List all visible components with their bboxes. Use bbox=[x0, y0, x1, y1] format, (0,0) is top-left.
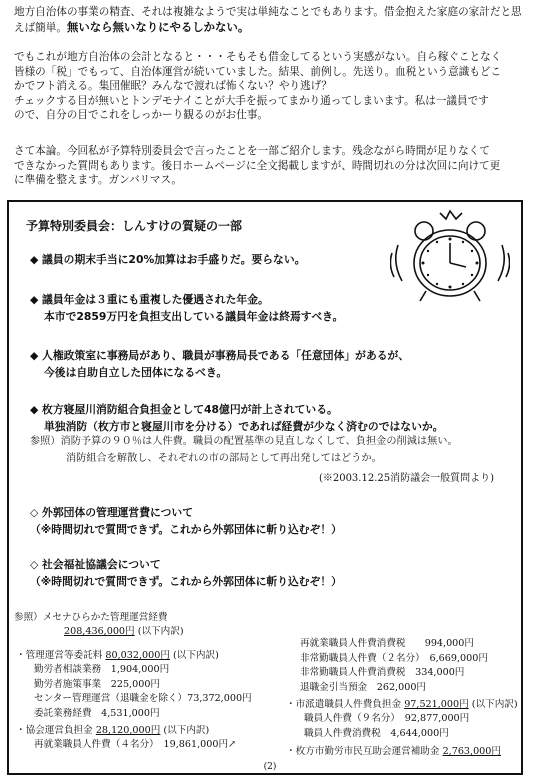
question-subline: （※時間切れで質問できず。これから外郭団体に斬り込むぞ！） bbox=[30, 522, 342, 536]
breakdown-row: 非常勤職員人件費消費税 334,000円 bbox=[300, 667, 465, 678]
dispatch-note: (以下内訳) bbox=[471, 699, 518, 710]
question-subline: 単独消防（枚方市と寝屋川市を分ける）であれば経費が少なく済むのではないか。 bbox=[44, 419, 444, 433]
question-item bbox=[30, 348, 409, 381]
intro-line: でもこれが地方自治体の会計となると・・・そもそも借金してるという実感がない。自ら稼ぐことなく bbox=[14, 51, 502, 63]
dispatch-label: ・市派遣職員人件費負担金 bbox=[286, 699, 402, 710]
finance-total bbox=[64, 625, 184, 640]
mgmt-breakdown bbox=[34, 663, 252, 721]
question-line: ◆ 人権政策室に事務局があり、職員が事務局長である「任意団体」があるが、 bbox=[30, 349, 410, 362]
breakdown-row: 再就業職員人件費消費税 994,000円 bbox=[300, 638, 474, 649]
total-note: (以下内訳) bbox=[137, 626, 184, 637]
mgmt-amount: 80,032,000円 bbox=[105, 650, 170, 661]
alarm-clock-icon bbox=[390, 205, 510, 310]
breakdown-row: センター管理運営（退職金を除く）73,372,000円 bbox=[34, 693, 252, 704]
question-line: ◆ 枚方寝屋川消防組合負担金として48億円が計上されている。 bbox=[30, 403, 338, 416]
note-line: 参照）消防予算の９０％は人件費。職員の配置基準の見直しなくして、負担金の削減は無い。 bbox=[30, 436, 458, 447]
assoc-amount: 28,120,000円 bbox=[95, 725, 161, 736]
question-item bbox=[30, 557, 342, 590]
mutual-aid-fee bbox=[286, 745, 501, 760]
breakdown-row: 勤労者相談業務 1,904,000円 bbox=[34, 664, 170, 675]
breakdown-row: 職員人件費（９名分） 92,877,000円 bbox=[304, 713, 470, 724]
intro-paragraph-3 bbox=[14, 144, 528, 188]
reference-note bbox=[30, 433, 458, 467]
question-item bbox=[30, 505, 342, 538]
assoc-note: (以下内訳) bbox=[163, 725, 210, 736]
intro-paragraph-1 bbox=[14, 5, 528, 35]
intro-paragraph-2 bbox=[14, 50, 528, 123]
dispatch-breakdown bbox=[304, 712, 469, 741]
note-line: 消防組合を解散し、それぞれの市の部局として再出発してはどうか。 bbox=[66, 453, 382, 464]
question-line: ◆ 議員年金は３重にも重複した優遇された年金。 bbox=[30, 293, 269, 306]
question-item bbox=[30, 402, 443, 435]
citation: (※2003.12.25消防議会一般質問より) bbox=[318, 473, 494, 484]
assoc-breakdown: 再就業職員人件費（４名分） 19,861,000円↗ bbox=[34, 739, 237, 750]
dispatch-amount: 97,521,000円 bbox=[404, 699, 469, 710]
intro-line: かでフト消える。集団催眠？みんなで渡れば怖くない？やり逃げ？ bbox=[14, 80, 332, 93]
page-number: (2) bbox=[263, 762, 277, 772]
total-amount: 208,436,000円 bbox=[64, 626, 135, 637]
intro-line: さて本論。今回私が予算特別委員会で言ったことを一部ご紹介します。残念ながら時間が足りなくて bbox=[14, 145, 490, 157]
question-line: ◇ 外郭団体の管理運営費について bbox=[30, 506, 194, 519]
question-item bbox=[30, 252, 305, 269]
intro-emphasis: 無いなら無いなりにやるしかない。 bbox=[66, 19, 250, 34]
question-line: ◇ 社会福祉協議会について bbox=[30, 558, 161, 571]
assoc-fee bbox=[16, 724, 209, 739]
mutual-label: ・枚方市勤労市民互助会運営補助金 bbox=[286, 746, 440, 757]
intro-line: に準備を整えます。ガンバリマス。 bbox=[14, 174, 183, 187]
question-subline: （※時間切れで質問できず。これから外郭団体に斬り込むぞ！） bbox=[30, 574, 342, 588]
intro-line: ので、自分の目でこれをしっかーり観るのがお仕事。 bbox=[14, 109, 269, 122]
question-item bbox=[30, 292, 343, 325]
intro-line: チェックする目が無いとトンデモナイことが大手を振ってまかり通ってしまいます。私は一議員です bbox=[14, 94, 489, 107]
mgmt-note: (以下内訳) bbox=[173, 650, 219, 661]
question-subline: 今後は自助自立した団体になるべき。 bbox=[44, 365, 228, 379]
breakdown-row: 非常勤職員人件費（２名分） 6,669,000円 bbox=[300, 652, 488, 664]
breakdown-row: 退職金引当預金 262,000円 bbox=[300, 681, 427, 693]
dispatch-fee bbox=[286, 698, 518, 713]
mgmt-fee bbox=[16, 649, 219, 664]
mutual-amount: 2,763,000円 bbox=[442, 746, 501, 757]
finance-ref: 参照）メセナひらかた管理運営経費 bbox=[14, 612, 168, 623]
intro-text: 地方自治体の事業の精査、それは複雑なようで実は単純なことでもあります。借金抱えた家庭の家計だと思えば簡単。 bbox=[14, 6, 522, 34]
assoc-label: ・協会運営負担金 bbox=[16, 725, 93, 736]
mgmt-label: ・管理運営等委託料 bbox=[16, 650, 103, 661]
right-breakdown bbox=[300, 637, 488, 695]
question-line: ◆ 議員の期末手当に20%加算はお手盛りだ。要らない。 bbox=[30, 253, 306, 266]
breakdown-row: 勤労者施策事業 225,000円 bbox=[34, 678, 161, 690]
intro-line: できなかった質問もあります。後日ホームページに全文掲載しますが、時間切れの分は次回に向けて更 bbox=[14, 159, 501, 172]
breakdown-row: 職員人件費消費税 4,644,000円 bbox=[304, 727, 449, 739]
breakdown-row: 委託業務経費 4,531,000円 bbox=[34, 707, 160, 719]
intro-line: 皆様の「税」でもって、自治体運営が続いていました。結果、前例し。先送り。血税という意識もどこ bbox=[14, 65, 502, 78]
box-title: 予算特別委員会：しんすけの質疑の一部 bbox=[26, 219, 243, 233]
question-subline: 本市で2859万円を負担支出している議員年金は終焉すべき。 bbox=[44, 309, 344, 323]
